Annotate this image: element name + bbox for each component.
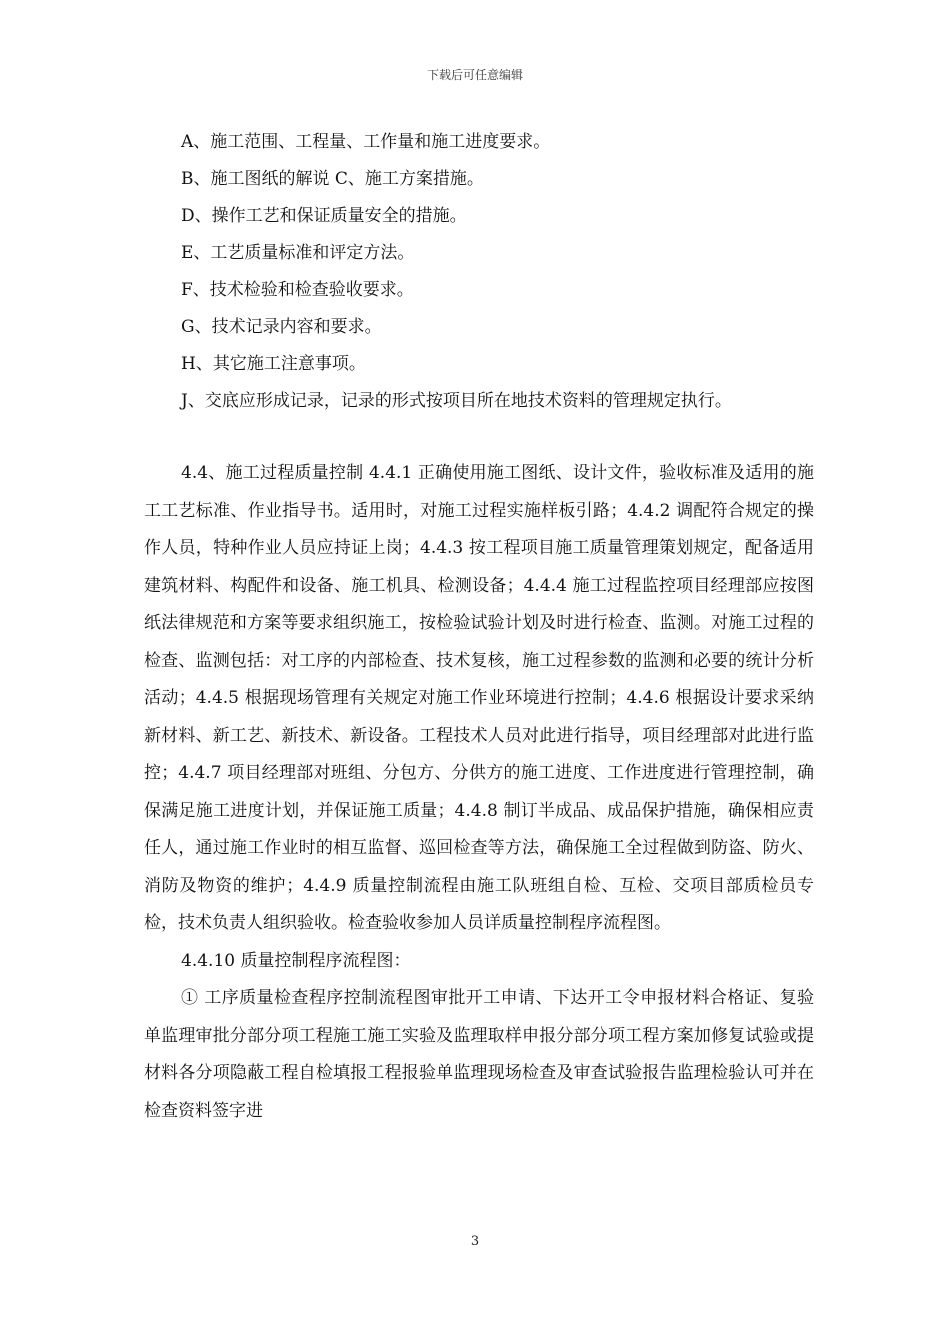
paragraph-flowchart-heading: 4.4.10 质量控制程序流程图： <box>181 950 411 971</box>
page-header: 下载后可任意编辑 <box>426 68 523 82</box>
list-item-j: J、交底应形成记录，记录的形式按项目所在地技术资料的管理规定执行。 <box>181 391 732 411</box>
list-item-g: G、技术记录内容和要求。 <box>181 317 382 337</box>
list-item-e: E、工艺质量标准和评定方法。 <box>181 243 415 263</box>
paragraph-gap <box>144 420 814 455</box>
list-item-h: H、其它施工注意事项。 <box>181 354 366 374</box>
list-item-f: F、技术检验和检查验收要求。 <box>181 280 414 300</box>
paragraph-process-flow: ① 工序质量检查程序控制流程图审批开工申请、下达开工令申报材料合格证、复验单监理审批分部分项工程施工施工实验及监理取样申报分部分项工程方案加修复试验或提材料各分项隐蔽工程自检填报工程报验单监理现场检查及审查试验报告监理检验认可并在检查资料签字进 <box>144 988 814 1121</box>
page-number: 3 <box>470 1234 480 1249</box>
document-body <box>144 124 814 1130</box>
list-item-b: B、施工图纸的解说 C、施工方案措施。 <box>181 169 484 189</box>
list-item-d: D、操作工艺和保证质量安全的措施。 <box>181 206 467 226</box>
list-item-a: A、施工范围、工程量、工作量和施工进度要求。 <box>181 132 551 152</box>
paragraph-quality-control: 4.4、施工过程质量控制 4.4.1 正确使用施工图纸、设计文件，验收标准及适用的施工工艺标准、作业指导书。适用时，对施工过程实施样板引路；4.4.2 调配符合规定的操作人员，特种作业人员应持证上岗；4.4.3 按工程项目施工质量管理策划规定，配备适用建筑材料、构配件和设备、施工机具、检测设备；4.4.4 施工过程监控项目经理部应按图纸法律规范和方案等要求组织施工，按检验试验计划及时进行检查、监测。对施工过程的检查、监测包括：对工序的内部检查、技术复核，施工过程参数的监测和必要的统计分析活动；4.4.5 根据现场管理有关规定对施工作业环境进行控制；4.4.6 根据设计要求采纳新材料、新工艺、新技术、新设备。工程技术人员对此进行指导，项目经理部对此进行监控；4.4.7 项目经理部对班组、分包方、分供方的施工进度、工作进度进行管理控制，确保满足施工进度计划，并保证施工质量；4.4.8 制订半成品、成品保护措施，确保相应责任人，通过施工作业时的相互监督、巡回检查等方法，确保施工全过程做到防盗、防火、消防及物资的维护；4.4.9 质量控制流程由施工队班组自检、互检、交项目部质检员专检，技术负责人组织验收。检查验收参加人员详质量控制程序流程图。 <box>144 463 814 933</box>
